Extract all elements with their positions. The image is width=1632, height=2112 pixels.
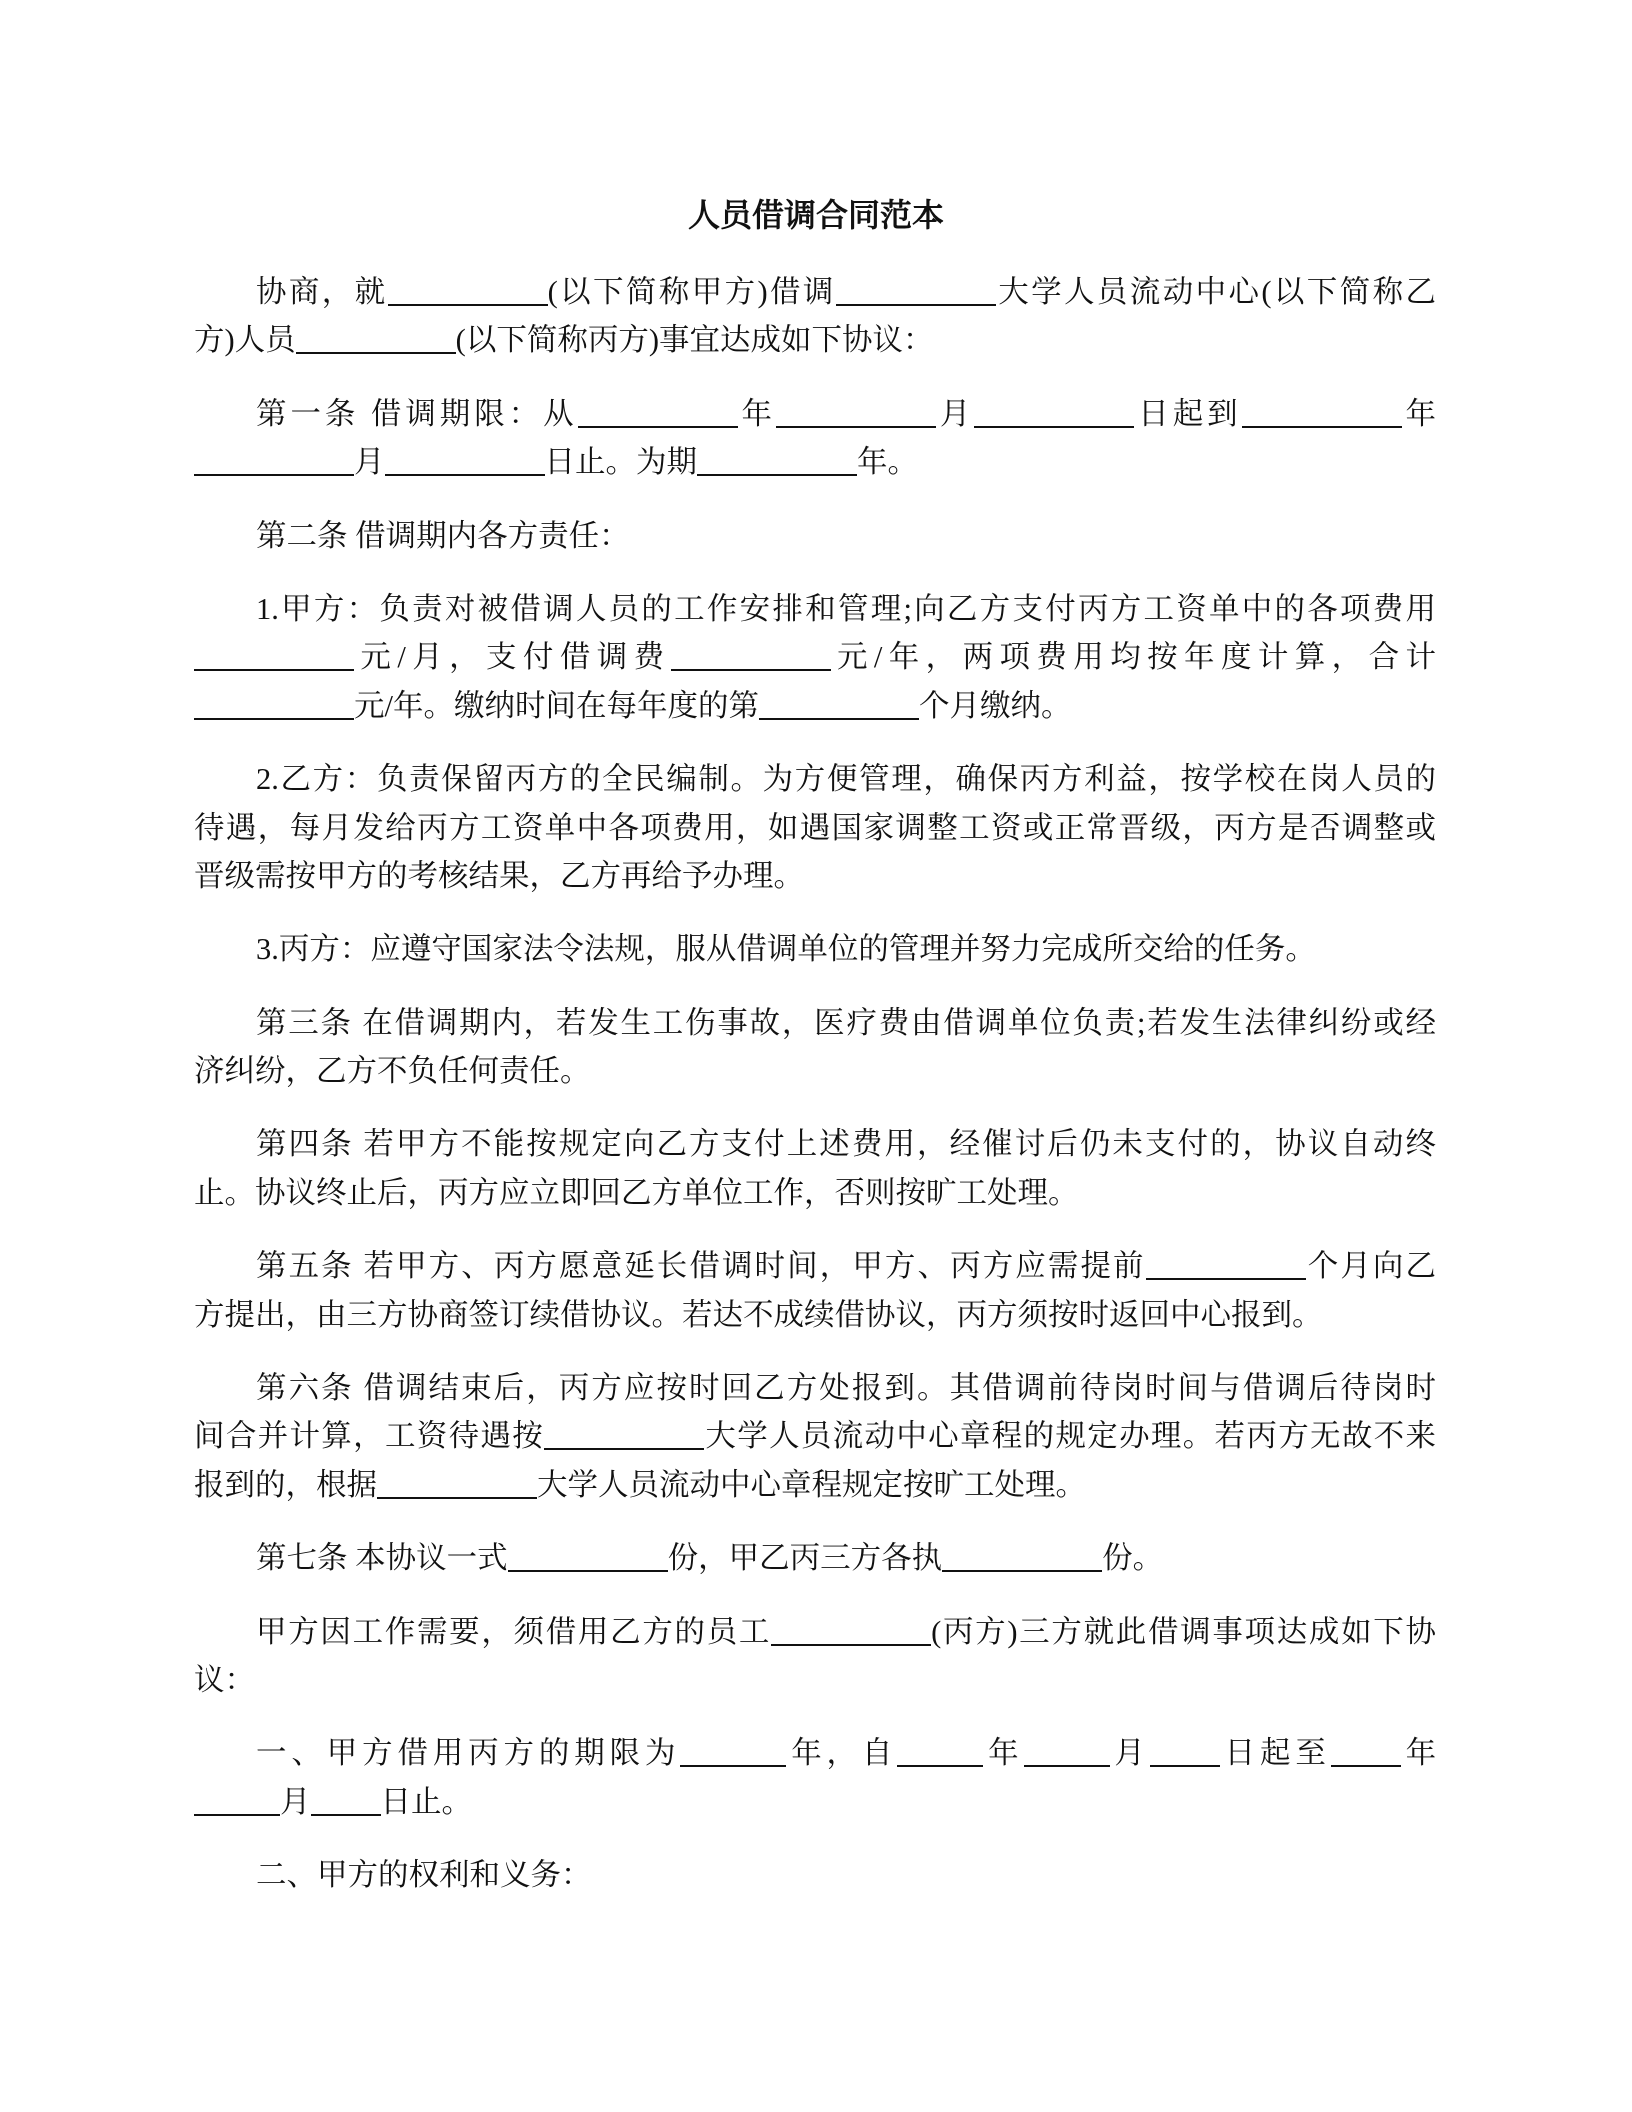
text-segment: 一、甲方借用丙方的期限为 (256, 1736, 681, 1771)
paragraph (194, 1851, 1436, 1899)
text-segment: 方提出，由三方协商签订续借协议。若达不成续借协议，丙方须按时返回中心报到。 (194, 1297, 1323, 1332)
text-segment: 年 (983, 1736, 1024, 1771)
paragraph (194, 1364, 1436, 1509)
text-segment: 3.丙方：应遵守国家法令法规，服从借调单位的管理并努力完成所交给的任务。 (256, 932, 1316, 967)
text-segment: 月 (1109, 1736, 1150, 1771)
text-segment: 个月缴纳。 (918, 688, 1072, 723)
fill-in-blank[interactable] (311, 1784, 381, 1816)
text-segment: 1.甲方：负责对被借调人员的工作安排和管理;向乙方支付丙方工资单中的各项费用 (256, 591, 1436, 626)
text-segment: 大学人员流动中心(以下简称乙 (995, 275, 1436, 309)
text-line (194, 999, 1436, 1047)
text-line (194, 1778, 1436, 1826)
text-line (194, 1120, 1436, 1168)
fill-in-blank[interactable] (1146, 1248, 1306, 1280)
text-line (194, 1656, 1436, 1704)
text-line (194, 1851, 1436, 1899)
fill-in-blank[interactable] (771, 1614, 931, 1646)
text-segment: 大学人员流动中心章程的规定办理。若丙方无故不来 (704, 1419, 1436, 1454)
paragraph (194, 1242, 1436, 1339)
text-segment: 甲方因工作需要，须借用乙方的员工 (256, 1614, 772, 1649)
text-segment: 月 (935, 396, 975, 431)
fill-in-blank[interactable] (897, 1735, 983, 1767)
text-line (194, 316, 1436, 364)
paragraph (194, 390, 1436, 487)
paragraph (194, 999, 1436, 1096)
text-segment: 个月向乙 (1305, 1249, 1436, 1284)
text-line (194, 1461, 1436, 1509)
fill-in-blank[interactable] (1024, 1735, 1110, 1767)
text-segment: 元/月，支付借调费 (354, 640, 671, 675)
text-line (194, 390, 1436, 438)
fill-in-blank[interactable] (942, 1540, 1102, 1572)
text-line (194, 438, 1436, 486)
fill-in-blank[interactable] (974, 396, 1134, 428)
text-segment: 第三条 在借调期内，若发生工伤事故，医疗费由借调单位负责;若发生法律纠纷或经 (256, 1005, 1436, 1040)
text-line (194, 1608, 1436, 1656)
text-segment: 济纠纷，乙方不负任何责任。 (194, 1054, 591, 1089)
text-segment: 止。协议终止后，丙方应立即回乙方单位工作，否则按旷工处理。 (194, 1175, 1079, 1210)
fill-in-blank[interactable] (194, 444, 354, 476)
text-line (194, 1364, 1436, 1412)
paragraph (194, 1534, 1436, 1582)
text-segment: 日止。为期 (544, 445, 697, 480)
text-line (194, 1412, 1436, 1460)
text-segment: 第七条 本协议一式 (256, 1541, 508, 1576)
text-segment: 晋级需按甲方的考核结果，乙方再给予办理。 (194, 858, 804, 893)
text-segment: 月 (354, 445, 385, 480)
text-segment: 年 (737, 396, 776, 431)
text-segment: 大学人员流动中心章程规定按旷工处理。 (537, 1467, 1086, 1502)
paragraph (194, 755, 1436, 900)
fill-in-blank[interactable] (388, 274, 548, 306)
text-segment: 日起至 (1219, 1736, 1331, 1771)
text-segment: 第五条 若甲方、丙方愿意延长借调时间，甲方、丙方应需提前 (256, 1249, 1146, 1284)
text-line (194, 852, 1436, 900)
fill-in-blank[interactable] (296, 322, 456, 354)
fill-in-blank[interactable] (697, 444, 857, 476)
fill-in-blank[interactable] (1331, 1735, 1401, 1767)
text-segment: 待遇，每月发给丙方工资单中各项费用，如遇国家调整工资或正常晋级，丙方是否调整或 (194, 810, 1436, 845)
text-line (194, 1169, 1436, 1217)
fill-in-blank[interactable] (836, 274, 996, 306)
text-segment: 年，自 (786, 1736, 898, 1771)
fill-in-blank[interactable] (776, 396, 936, 428)
text-segment: 第二条 借调期内各方责任： (256, 518, 630, 553)
fill-in-blank[interactable] (194, 639, 354, 671)
text-line (194, 633, 1436, 681)
text-line (194, 585, 1436, 633)
text-segment: 二、甲方的权利和义务： (256, 1858, 592, 1893)
text-segment: (以下简称丙方)事宜达成如下协议： (455, 323, 934, 358)
text-segment: 年 (1400, 1736, 1436, 1771)
paragraph (194, 1608, 1436, 1705)
fill-in-blank[interactable] (385, 444, 545, 476)
fill-in-blank[interactable] (1242, 396, 1402, 428)
paragraph (194, 512, 1436, 560)
text-segment: 报到的，根据 (194, 1467, 377, 1502)
text-line (194, 1291, 1436, 1339)
text-line (194, 925, 1436, 973)
text-line (194, 1242, 1436, 1290)
text-segment: 份，甲乙丙三方各执 (667, 1541, 943, 1576)
fill-in-blank[interactable] (194, 688, 354, 720)
text-line (194, 1729, 1436, 1777)
text-segment: 第一条 借调期限：从 (256, 396, 578, 431)
text-segment: 元/年。缴纳时间在每年度的第 (354, 688, 759, 723)
text-line (194, 1534, 1436, 1582)
text-segment: 日止。 (380, 1784, 472, 1819)
text-line (194, 755, 1436, 803)
text-line (194, 804, 1436, 852)
fill-in-blank[interactable] (194, 1784, 280, 1816)
fill-in-blank[interactable] (544, 1418, 704, 1450)
fill-in-blank[interactable] (508, 1540, 668, 1572)
paragraph (194, 268, 1436, 365)
text-line (194, 512, 1436, 560)
text-segment: 方)人员 (194, 323, 296, 358)
text-segment: 日起到 (1134, 396, 1242, 431)
text-segment: (以下简称甲方)借调 (547, 275, 836, 309)
text-line (194, 1047, 1436, 1095)
text-segment: 协商，就 (256, 275, 388, 309)
document-title: 人员借调合同范本 (687, 197, 944, 233)
text-line (194, 682, 1436, 730)
text-segment: 间合并计算，工资待遇按 (194, 1419, 545, 1454)
text-segment: 2.乙方：负责保留丙方的全民编制。为方便管理，确保丙方利益，按学校在岗人员的 (256, 762, 1436, 797)
text-line (194, 268, 1436, 316)
text-segment: 年 (1401, 396, 1436, 431)
fill-in-blank[interactable] (680, 1735, 786, 1767)
text-segment: 份。 (1102, 1541, 1164, 1576)
document-body (194, 268, 1436, 1925)
fill-in-blank[interactable] (759, 688, 919, 720)
text-segment: (丙方)三方就此借调事项达成如下协 (931, 1614, 1436, 1649)
text-segment: 月 (280, 1784, 311, 1819)
paragraph (194, 585, 1436, 730)
fill-in-blank[interactable] (671, 639, 831, 671)
fill-in-blank[interactable] (377, 1467, 537, 1499)
paragraph (194, 925, 1436, 973)
text-segment: 议： (194, 1662, 255, 1697)
text-segment: 第六条 借调结束后，丙方应按时回乙方处报到。其借调前待岗时间与借调后待岗时 (256, 1371, 1436, 1406)
text-segment: 元/年，两项费用均按年度计算，合计 (830, 640, 1436, 675)
paragraph (194, 1120, 1436, 1217)
paragraph (194, 1729, 1436, 1826)
fill-in-blank[interactable] (578, 396, 738, 428)
text-segment: 年。 (857, 445, 918, 480)
fill-in-blank[interactable] (1150, 1735, 1220, 1767)
text-segment: 第四条 若甲方不能按规定向乙方支付上述费用，经催讨后仍未支付的，协议自动终 (256, 1127, 1436, 1162)
